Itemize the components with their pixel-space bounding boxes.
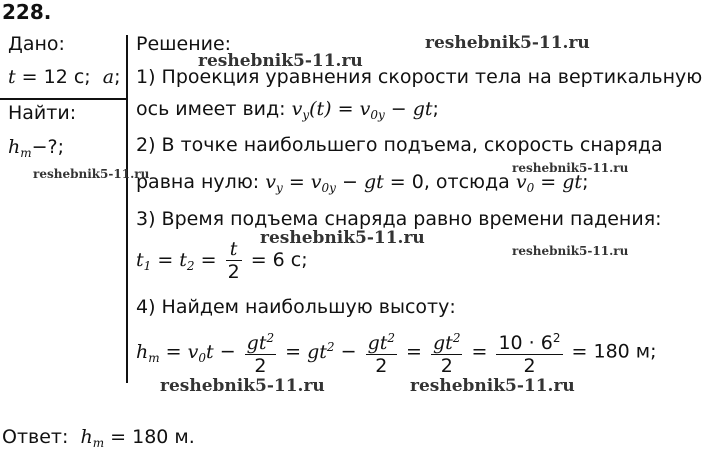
watermark-bottom-right: reshebnik5-11.ru	[410, 376, 575, 396]
problem-number: 228.	[2, 0, 52, 24]
watermark-top: reshebnik5-11.ru	[425, 33, 590, 53]
step1-line2: ось имеет вид: $v_y(t) = v_{0y}$ − gt;	[136, 98, 439, 122]
step4-line1: 4) Найдем наибольшую высоту:	[136, 296, 456, 318]
find-line: $h_m-$?;	[8, 136, 65, 160]
step1-text: ось имеет вид:	[136, 98, 286, 120]
step2-formula: $v_y = v_{0y}$ − gt = 0, отсюда $v_0$ = gt;	[265, 171, 589, 195]
vertical-divider	[126, 35, 128, 383]
watermark-left: reshebnik5-11.ru	[33, 167, 150, 181]
step1-formula: $v_y(t) = v_{0y}$ − gt	[291, 98, 433, 122]
step4-formula: $h_m = v_0t$ − $\frac{gt^2}{2}$ = $gt^2$ − $\frac{gt^2}{2}$ = $\frac{gt^2}{2}$ = $\frac{10 \cdot 6^2}{2}$ = 180 м;	[136, 327, 657, 377]
answer-line	[2, 426, 195, 450]
step3-line1: 3) Время подъема снаряда равно времени падения:	[136, 208, 662, 230]
answer-formula: $h_m = 180$ м.	[80, 426, 195, 450]
answer-label: Ответ:	[2, 426, 69, 448]
step3-formula: $t_1 = t_2$ = $\frac{t}{2}$ = 6 с;	[136, 238, 308, 283]
step2-line1: 2) В точке наибольшего подъема, скорость снаряда	[136, 134, 663, 156]
watermark-bottom-left: reshebnik5-11.ru	[160, 376, 325, 396]
solution-label: Решение:	[136, 33, 232, 55]
watermark-upper-left: reshebnik5-11.ru	[198, 51, 363, 71]
given-label: Дано:	[8, 33, 65, 55]
step1-line1: 1) Проекция уравнения скорости тела на вертикальную	[136, 66, 702, 88]
given-line: t = 12 с; a;	[8, 66, 121, 88]
step2-text: равна нулю:	[136, 171, 260, 193]
watermark-right-middle: reshebnik5-11.ru	[512, 244, 629, 258]
horizontal-divider	[0, 98, 127, 100]
watermark-middle: reshebnik5-11.ru	[260, 228, 425, 248]
find-label: Найти:	[8, 102, 77, 124]
watermark-right-upper: reshebnik5-11.ru	[512, 161, 629, 175]
